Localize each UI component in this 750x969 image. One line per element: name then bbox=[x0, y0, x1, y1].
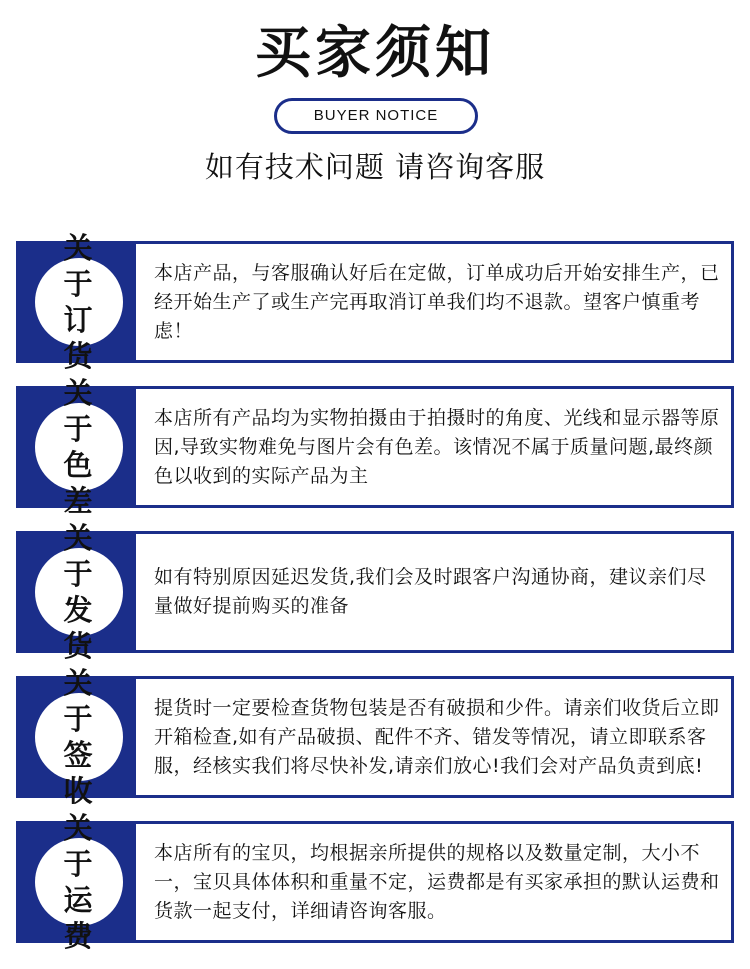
card-text: 本店产品，与客服确认好后在定做，订单成功后开始安排生产，已经开始生产了或生产完再取消订单我们均不退款。望客户慎重考虑！ bbox=[154, 261, 720, 342]
card-side-bar bbox=[19, 231, 136, 373]
card-label: 关于签收 bbox=[63, 666, 95, 808]
card-side-bar bbox=[19, 666, 136, 808]
card-side-bar bbox=[19, 811, 136, 953]
card-label-circle bbox=[35, 666, 123, 808]
page-title: 买家须知 bbox=[255, 21, 495, 86]
card-side-bar bbox=[19, 376, 136, 518]
card-label-circle bbox=[35, 521, 123, 663]
card-label-circle bbox=[35, 376, 123, 518]
card-text: 本店所有的宝贝，均根据亲所提供的规格以及数量定制，大小不一，宝贝具体体积和重量不定，运费都是有买家承担的默认运费和货款一起支付，详细请咨询客服。 bbox=[154, 841, 720, 922]
card-label: 关于色差 bbox=[63, 376, 95, 518]
card-label: 关于发货 bbox=[63, 521, 95, 663]
card-text: 本店所有产品均为实物拍摄由于拍摄时的角度、光线和显示器等原因,导致实物难免与图片会有色差。该情况不属于质量问题,最终颜色以收到的实际产品为主 bbox=[154, 406, 720, 487]
card-side-bar bbox=[19, 521, 136, 663]
buyer-notice-badge: BUYER NOTICE bbox=[274, 98, 478, 134]
notice-card-receipt bbox=[16, 666, 734, 808]
notice-card-freight bbox=[16, 811, 734, 953]
notice-card-color-difference bbox=[16, 376, 734, 518]
card-text: 提货时一定要检查货物包装是否有破损和少件。请亲们收货后立即开箱检查,如有产品破损、配件不齐、错发等情况，请立即联系客服，经核实我们将尽快补发,请亲们放心!我们会对产品负责到底! bbox=[154, 696, 720, 777]
card-label-circle bbox=[35, 811, 123, 953]
notice-card-ordering bbox=[16, 231, 734, 373]
card-text: 如有特别原因延迟发货,我们会及时跟客户沟通协商，建议亲们尽量做好提前购买的准备 bbox=[154, 566, 707, 617]
card-label: 关于订货 bbox=[63, 231, 95, 373]
card-label-circle bbox=[35, 231, 123, 373]
notice-card-shipping bbox=[16, 521, 734, 663]
card-label: 关于运费 bbox=[63, 811, 95, 953]
page-subtitle: 如有技术问题 请咨询客服 bbox=[204, 150, 546, 184]
